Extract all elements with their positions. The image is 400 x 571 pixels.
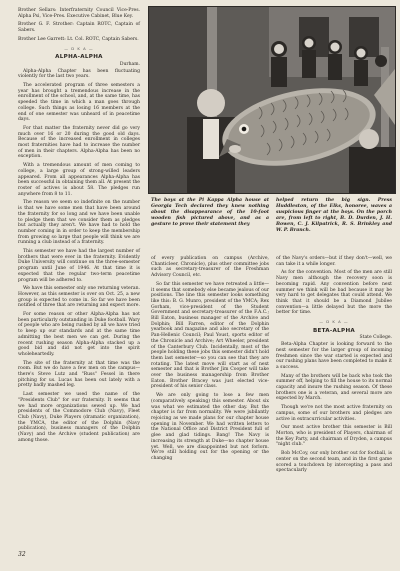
body-paragraph: The accelerated program of three semesters a year has brought a tremendous increase in the enrollment of the school, and, at the same time, has speeded the time in which a man goes through college. Such things as losing 16 members at the end of one semester was unheard of in peacetime days. (18, 83, 140, 123)
chapter-photo (148, 6, 396, 194)
section-divider: — D K A — (64, 45, 94, 51)
middle-column (151, 256, 269, 465)
page-number: 32 (18, 551, 26, 558)
section-divider: — D K A — (319, 319, 349, 325)
body-paragraph: of every publication on campus (Archive, Chanticleer, Chronicle), plus other committee jobs such as secretary-treasurer of the Freshman Advisory Council, etc. (151, 256, 269, 279)
intro-paragraph: Brother Sellars: Interfraternity Council Vice-Pres. Alpha Psi, Vice-Pres. Executive Cabinet, Blue Key. (18, 8, 140, 19)
body-paragraph: The reason we seem so indefinite on the number is that we have some men that have been around the fraternity for so long and we have been unable to pledge them that we consider them as pledges but actually they aren't. We have had to hold the number coming in in order to keep the membership from growing so large that people will think we are running a club instead of a fraternity. (18, 200, 140, 246)
body-paragraph: The site of the fraternity at that time was the room. But we do have a few men on the campus—there's Steve Lutz and "Russ" Fessel in there pitching for us. Lucas has been out lately with a pretty badly mashed leg. (18, 360, 140, 389)
body-paragraph: We are only going to lose a few men (comparatively speaking) this semester. About six was what we estimated the other day. But the chapter is far from normality. We were jubilantly rejoicing as we made plans for our chapter house opening in November. We had written letters to the National Office and District President full of glee and glad tidings. Bang! The Navy is increasing its strength at Duke—no chapter house yet. Well, we are disappointed but not forlorn. We're still holding out for the opening or the changing (151, 393, 269, 461)
body-paragraph: of the Navy's orders—but if they don't—well, we can take it a while longer. (276, 256, 392, 267)
body-paragraph: Alpha-Alpha Chapter has been fluctuating violently for the last two years. (18, 68, 140, 80)
left-column (18, 8, 140, 447)
body-paragraph: Our most active brother this semester is Bill Morton, who is president of Players, chairman of the Key Party, and chairman of Dryden, a campus "night club." (276, 425, 392, 448)
body-paragraph: So far this semester we have retreated a little—it seems that somebody else became jealous of our positions. The line this semester looks something like this: B. G. Munro, president of the YMCA; Rex Gorham, vice-president of the Student Government and secretary-treasurer of the F.A.C.; Bill Eaton, business manager of the Archive and Dolphin; Bill Farren, editor of the Dolphin yearbook and magazine and also secretary of the Pan-Hellenic Council; Paul Youst, sports editor of the Chronicle and Archive; Art Wheeler, president of the Canterbury Club. Incidentally, most of the people holding these jobs this semester didn't hold them last semester—so you can see that they are rotating. The latest move will start as of next semester and that is Brother Jim Cooper will take over the business managership from Brother Eaton. Brother Bracey was just elected vice-president of his senior class. (151, 281, 269, 390)
body-paragraph: Many of the brothers will be back who took the summer off, helping to fill the house to its normal capacity and insure the rushing season. Of these brothers one is a veteran, and several more are expected by March. (276, 373, 392, 402)
section-title-alpha-alpha: ALPHA-ALPHA (55, 54, 103, 61)
body-paragraph: For some reason or other Alpha-Alpha has not been particularly outstanding in Duke football. Wary of people who are being rushed by all we have tried to keep up our standards and at the same time admitting the best men we can get. During the recent rushing season Alpha-Alpha stacked up a good bid and did not get into the spirit wholeheartedly. (18, 312, 140, 357)
body-paragraph: As for the convention. Most of the men are still Navy men although the recovery soon is becoming rapid. Any convention before next summer we think will be bad because it may be very hard to get delegates that could attend. We think that it should be a Diamond Jubilee convention—a little delayed but the more the better for time. (276, 270, 392, 316)
photo-illustration (149, 7, 395, 193)
body-paragraph: With a tremendous amount of men coming to college, a large group of strong-willed leaders appeared. From all appearances Alpha-Alpha has been successful in obtaining them all. At present the roster of actives is about 58. The pledges run anywhere from 8 to 11. (18, 163, 140, 197)
body-paragraph: This semester we have had the largest number of brothers that were ever in the fraternity. Evidently Duke University will continue on the three-semester program until June of 1946. At that time it is expected that the regular two-term peacetime program will be adhered to. (18, 249, 140, 283)
dateline: Durham. (119, 61, 140, 67)
intro-paragraph: Brother Lee Garrett: Lt. Col. ROTC, Captain Sabers. (18, 36, 139, 42)
photo-caption-left: The boys at the Pi Kappa Alpha house at Georgia Tech declared they knew nothing about the disappearance of the 10-foot wooden fish pictured above, and as a gesture to prove their statement they (151, 198, 269, 228)
photo-caption-right: helped return the big sign. Press Huddleston, of the Elks, honoree, waves a suspicious finger at the boys. On the porch are, from left to right, B. D. Durden, J. H. Bowen, C. J. Kilpatrick, R. S. Brinkley and W. P. Branch. (276, 198, 392, 234)
body-paragraph: Last semester we used the name of the "Presidents Club" for our fraternity. It seems that we had more organizations sewed up. We had presidents of the Commodore Club (Navy), Fleet Club (Navy), Duke Players (dramatic organization), the YMCA, the editor of the Dolphin (Navy publication), business managers of the Dolphin (Navy) and the Archive (student publication) are among those. (18, 392, 140, 443)
body-paragraph: For that matter the fraternity never did go very much over 16 or 20 during the good old days. Because of the increased enrollment in colleges most fraternities have had to increase the number of men in their chapters. Alpha-Alpha has been no exception. (18, 125, 140, 160)
body-paragraph: Beta-Alpha Chapter is looking forward to the next semester for the larger group of incoming freshmen since the war started is expected and our rushing plans have been completed to make it a success. (276, 342, 392, 370)
body-paragraph: We have this semester only one returning veteran. However, as this semester is over on Oct. 25, a new group is expected to come in. So far we have been notified of three that are returning and expect more. (18, 286, 140, 309)
dateline: State College. (359, 335, 392, 341)
body-paragraph: Bob McCoy, our only brother out for football, is center on the second team, and in the first game scored a touchdown by intercepting a pass and spectacularly (276, 451, 392, 474)
section-title-beta-alpha: BETA-ALPHA (312, 327, 356, 334)
right-column (276, 256, 392, 477)
intro-paragraph: Brother G. F. Strother: Captain ROTC, Captain of Sabers. (18, 22, 140, 34)
body-paragraph: Though we're not the most active fraternity on campus, some of our brothers and pledges are active in extracurricular activities. (276, 405, 392, 422)
